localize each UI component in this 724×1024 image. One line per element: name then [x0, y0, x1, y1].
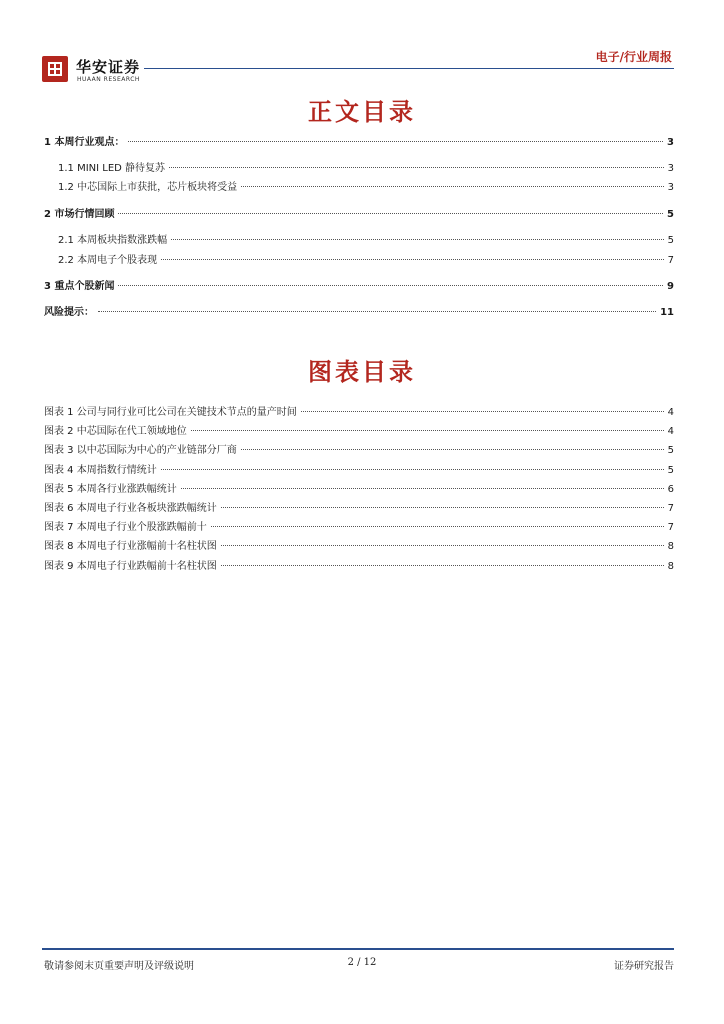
- figure-entry-page: 7: [667, 522, 674, 533]
- report-category: 电子/行业周报: [595, 50, 672, 64]
- toc-entry-label: 3 重点个股新闻: [44, 281, 115, 292]
- leader-dots: [171, 239, 664, 240]
- toc-entry-label: 2.2 本周电子个股表现: [58, 255, 158, 266]
- leader-dots: [181, 488, 664, 489]
- figure-entry[interactable]: [44, 444, 674, 458]
- leader-dots: [211, 526, 664, 527]
- company-logo-icon: [42, 56, 68, 82]
- toc-entry-page: 5: [667, 235, 674, 246]
- toc-entry-label: 1.2 中芯国际上市获批，芯片板块将受益: [58, 182, 238, 193]
- toc-entry[interactable]: [58, 162, 674, 176]
- leader-dots: [98, 311, 656, 312]
- figure-entry-page: 5: [667, 465, 674, 476]
- toc-entry-page: 11: [660, 307, 674, 318]
- figure-entry-label: 图表 3 以中芯国际为中心的产业链部分厂商: [44, 445, 237, 456]
- figure-entry-page: 5: [667, 445, 674, 456]
- toc-entry[interactable]: [58, 234, 674, 248]
- toc-entry[interactable]: [58, 181, 674, 195]
- header-divider: [144, 68, 674, 69]
- figure-entry-page: 8: [667, 561, 674, 572]
- leader-dots: [128, 141, 663, 142]
- company-name-cn: 华安证券: [76, 58, 141, 76]
- figure-entry-label: 图表 2 中芯国际在代工领域地位: [44, 426, 187, 437]
- page-indicator: 2 / 12: [347, 957, 377, 968]
- toc-entry-label: 2 市场行情回顾: [44, 209, 115, 220]
- figure-entry[interactable]: [44, 540, 674, 554]
- figure-entry-label: 图表 8 本周电子行业涨幅前十名柱状图: [44, 541, 217, 552]
- leader-dots: [241, 449, 664, 450]
- toc-entry-label: 2.1 本周板块指数涨跌幅: [58, 235, 168, 246]
- page-header: [42, 44, 674, 84]
- leader-dots: [221, 507, 664, 508]
- leader-dots: [118, 285, 663, 286]
- figure-entry-page: 7: [667, 503, 674, 514]
- leader-dots: [161, 469, 664, 470]
- leader-dots: [161, 259, 664, 260]
- figures-title: 图表目录: [308, 357, 416, 386]
- toc-entry-label: 1 本周行业观点：: [44, 137, 125, 148]
- toc-entry-page: 3: [667, 163, 674, 174]
- leader-dots: [241, 186, 664, 187]
- figure-entry[interactable]: [44, 483, 674, 497]
- toc-entry-page: 3: [667, 182, 674, 193]
- toc-entry[interactable]: [44, 136, 674, 150]
- toc-entry[interactable]: [44, 208, 674, 222]
- leader-dots: [191, 430, 664, 431]
- toc-entry-page: 9: [667, 281, 674, 292]
- figure-entry-page: 4: [667, 426, 674, 437]
- toc-title: 正文目录: [308, 97, 416, 126]
- figure-entry-label: 图表 1 公司与同行业可比公司在关键技术节点的量产时间: [44, 407, 297, 418]
- figure-entry-page: 8: [667, 541, 674, 552]
- leader-dots: [118, 213, 663, 214]
- figure-entry[interactable]: [44, 425, 674, 439]
- figure-entry-label: 图表 5 本周各行业涨跌幅统计: [44, 484, 177, 495]
- figure-entry-label: 图表 7 本周电子行业个股涨跌幅前十: [44, 522, 207, 533]
- leader-dots: [221, 565, 664, 566]
- footer-divider: [42, 948, 674, 950]
- toc-entry-page: 7: [667, 255, 674, 266]
- leader-dots: [169, 167, 664, 168]
- figure-entry-label: 图表 4 本周指数行情统计: [44, 465, 157, 476]
- figure-entry[interactable]: [44, 406, 674, 420]
- leader-dots: [301, 411, 664, 412]
- toc-entry-label: 风险提示：: [44, 307, 94, 318]
- toc-entry[interactable]: [44, 280, 674, 294]
- figure-entry-page: 6: [667, 484, 674, 495]
- figure-entry[interactable]: [44, 464, 674, 478]
- footer-disclaimer: 敬请参阅末页重要声明及评级说明: [44, 961, 194, 972]
- figure-entry[interactable]: [44, 560, 674, 574]
- figure-entry[interactable]: [44, 521, 674, 535]
- figure-entry-label: 图表 6 本周电子行业各板块涨跌幅统计: [44, 503, 217, 514]
- footer-doc-type: 证券研究报告: [614, 961, 674, 972]
- figure-entry[interactable]: [44, 502, 674, 516]
- leader-dots: [221, 545, 664, 546]
- toc-entry[interactable]: [58, 254, 674, 268]
- toc-entry-page: 3: [667, 137, 674, 148]
- figure-entry-page: 4: [667, 407, 674, 418]
- toc-entry[interactable]: [44, 306, 674, 320]
- company-name-en: HUAAN RESEARCH: [77, 76, 140, 83]
- toc-entry-page: 5: [667, 209, 674, 220]
- toc-entry-label: 1.1 MINI LED 静待复苏: [58, 163, 166, 174]
- figure-entry-label: 图表 9 本周电子行业跌幅前十名柱状图: [44, 561, 217, 572]
